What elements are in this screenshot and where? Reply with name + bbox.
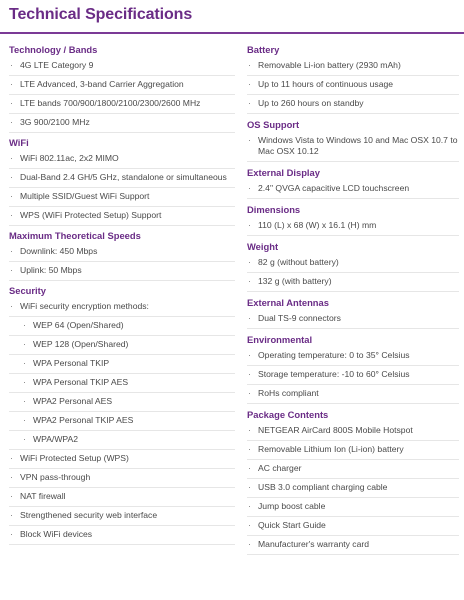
bullet-icon: ·: [248, 79, 251, 89]
section-external-display: [247, 167, 459, 199]
bullet-icon: ·: [248, 313, 251, 323]
bullet-icon: ·: [248, 444, 251, 454]
section-title: Security: [9, 285, 46, 296]
sub-list-item: [9, 355, 235, 374]
list-item: [9, 207, 235, 226]
section-os-support: [247, 119, 459, 162]
bullet-icon: ·: [10, 153, 13, 163]
list-item-text: Dual-Band 2.4 GH/5 GHz, standalone or simultaneous: [20, 172, 227, 182]
bullet-icon: ·: [23, 396, 26, 406]
bullet-icon: ·: [10, 265, 13, 275]
list-item: [247, 217, 459, 236]
bullet-icon: ·: [23, 320, 26, 330]
list-item: [9, 488, 235, 507]
list-item: [247, 273, 459, 292]
section-technology-bands: [9, 44, 235, 133]
bullet-icon: ·: [10, 210, 13, 220]
bullet-icon: ·: [248, 425, 251, 435]
page-title: Technical Specifications: [9, 6, 193, 23]
bullet-icon: ·: [10, 491, 13, 501]
bullet-icon: ·: [10, 191, 13, 201]
list-item: [247, 95, 459, 114]
section-environmental: [247, 334, 459, 404]
bullet-icon: ·: [248, 501, 251, 511]
sub-list-item: [9, 317, 235, 336]
list-item: [9, 450, 235, 469]
list-item: [247, 347, 459, 366]
list-item-text: WiFi 802.11ac, 2x2 MIMO: [20, 153, 119, 163]
list-item: [9, 262, 235, 281]
list-item: [247, 460, 459, 479]
section-title: Maximum Theoretical Speeds: [9, 230, 141, 241]
section-title: Weight: [247, 241, 279, 252]
list-item-text: WPA/WPA2: [33, 434, 79, 444]
section-dimensions: [247, 204, 459, 236]
right-column: [247, 44, 459, 555]
section-title: External Display: [247, 167, 320, 178]
list-item-text: Downlink: 450 Mbps: [20, 246, 98, 256]
sub-list-item: [9, 431, 235, 450]
sub-list-item: [9, 336, 235, 355]
section-title: Battery: [247, 44, 280, 55]
list-item: [9, 298, 235, 317]
bullet-icon: ·: [23, 358, 26, 368]
section-weight: [247, 241, 459, 292]
list-item-text: LTE Advanced, 3-band Carrier Aggregation: [20, 79, 184, 89]
section-title: Package Contents: [247, 409, 329, 420]
section-title: Environmental: [247, 334, 313, 345]
list-item-text: WPA Personal TKIP: [33, 358, 110, 368]
list-item: [247, 385, 459, 404]
list-item-text: Removable Lithium Ion (Li-ion) battery: [258, 444, 404, 454]
section-maximum-theoretical-speeds: [9, 230, 235, 281]
list-item: [9, 243, 235, 262]
list-item-text: VPN pass-through: [20, 472, 91, 482]
list-item-text: WEP 128 (Open/Shared): [33, 339, 129, 349]
list-item: [247, 517, 459, 536]
bullet-icon: ·: [248, 257, 251, 267]
title-divider: [0, 32, 464, 34]
bullet-icon: ·: [10, 301, 13, 311]
bullet-icon: ·: [248, 369, 251, 379]
bullet-icon: ·: [10, 172, 13, 182]
list-item-text: WEP 64 (Open/Shared): [33, 320, 124, 330]
list-item: [247, 310, 459, 329]
bullet-icon: ·: [248, 135, 251, 145]
section-external-antennas: [247, 297, 459, 329]
bullet-icon: ·: [248, 60, 251, 70]
bullet-icon: ·: [23, 377, 26, 387]
list-item: [9, 114, 235, 133]
list-item: [9, 95, 235, 114]
list-item-text: Windows Vista to Windows 10 and Mac OSX 10.7 to Mac OSX 10.12: [258, 135, 458, 156]
bullet-icon: ·: [10, 453, 13, 463]
list-item-text: Block WiFi devices: [20, 529, 93, 539]
bullet-icon: ·: [10, 79, 13, 89]
list-item-text: 4G LTE Category 9: [20, 60, 94, 70]
list-item-text: 3G 900/2100 MHz: [20, 117, 90, 127]
list-item-text: 2.4" QVGA capacitive LCD touchscreen: [258, 183, 410, 193]
list-item: [9, 469, 235, 488]
list-item: [9, 57, 235, 76]
list-item-text: NAT firewall: [20, 491, 66, 501]
list-item-text: Quick Start Guide: [258, 520, 326, 530]
bullet-icon: ·: [23, 434, 26, 444]
list-item: [247, 441, 459, 460]
bullet-icon: ·: [248, 539, 251, 549]
list-item-text: NETGEAR AirCard 800S Mobile Hotspot: [258, 425, 413, 435]
bullet-icon: ·: [248, 220, 251, 230]
list-item-text: 110 (L) x 68 (W) x 16.1 (H) mm: [258, 220, 377, 230]
list-item-text: Jump boost cable: [258, 501, 326, 511]
list-item-text: Strengthened security web interface: [20, 510, 158, 520]
list-item-text: WPA Personal TKIP AES: [33, 377, 129, 387]
list-item: [247, 180, 459, 199]
bullet-icon: ·: [248, 276, 251, 286]
bullet-icon: ·: [248, 98, 251, 108]
bullet-icon: ·: [248, 388, 251, 398]
bullet-icon: ·: [248, 482, 251, 492]
list-item-text: Storage temperature: -10 to 60° Celsius: [258, 369, 410, 379]
bullet-icon: ·: [23, 339, 26, 349]
list-item-text: WiFi security encryption methods:: [20, 301, 149, 311]
sub-list-item: [9, 374, 235, 393]
list-item: [247, 76, 459, 95]
list-item-text: Manufacturer's warranty card: [258, 539, 370, 549]
list-item-text: Up to 260 hours on standby: [258, 98, 364, 108]
list-item-text: Up to 11 hours of continuous usage: [258, 79, 394, 89]
list-item-text: WPA2 Personal TKIP AES: [33, 415, 134, 425]
list-item-text: Removable Li-ion battery (2930 mAh): [258, 60, 401, 70]
list-item: [9, 76, 235, 95]
bullet-icon: ·: [10, 529, 13, 539]
bullet-icon: ·: [10, 60, 13, 70]
list-item: [9, 169, 235, 188]
list-item-text: RoHs compliant: [258, 388, 319, 398]
list-item-text: WPA2 Personal AES: [33, 396, 113, 406]
bullet-icon: ·: [248, 520, 251, 530]
list-item-text: AC charger: [258, 463, 302, 473]
section-title: OS Support: [247, 119, 300, 130]
list-item: [247, 479, 459, 498]
list-item-text: WPS (WiFi Protected Setup) Support: [20, 210, 162, 220]
list-item-text: WiFi Protected Setup (WPS): [20, 453, 129, 463]
section-security: [9, 285, 235, 545]
list-item-text: Uplink: 50 Mbps: [20, 265, 82, 275]
bullet-icon: ·: [10, 98, 13, 108]
sub-list-item: [9, 412, 235, 431]
list-item-text: LTE bands 700/900/1800/2100/2300/2600 MHz: [20, 98, 201, 108]
section-title: WiFi: [9, 137, 29, 148]
list-item: [247, 366, 459, 385]
bullet-icon: ·: [23, 415, 26, 425]
list-item: [247, 498, 459, 517]
section-title: Technology / Bands: [9, 44, 98, 55]
bullet-icon: ·: [10, 510, 13, 520]
list-item-text: Multiple SSID/Guest WiFi Support: [20, 191, 150, 201]
list-item: [247, 132, 459, 162]
section-battery: [247, 44, 459, 114]
bullet-icon: ·: [10, 472, 13, 482]
list-item: [9, 188, 235, 207]
bullet-icon: ·: [248, 463, 251, 473]
list-item-text: USB 3.0 compliant charging cable: [258, 482, 388, 492]
bullet-icon: ·: [10, 117, 13, 127]
section-title: Dimensions: [247, 204, 301, 215]
list-item: [9, 526, 235, 545]
list-item-text: 132 g (with battery): [258, 276, 332, 286]
left-column: [9, 44, 235, 545]
section-title: External Antennas: [247, 297, 329, 308]
list-item-text: Operating temperature: 0 to 35° Celsius: [258, 350, 410, 360]
list-item: [247, 422, 459, 441]
bullet-icon: ·: [10, 246, 13, 256]
list-item: [9, 150, 235, 169]
list-item-text: Dual TS-9 connectors: [258, 313, 341, 323]
section-package-contents: [247, 409, 459, 555]
sub-list-item: [9, 393, 235, 412]
list-item-text: 82 g (without battery): [258, 257, 339, 267]
list-item: [247, 254, 459, 273]
bullet-icon: ·: [248, 350, 251, 360]
list-item: [247, 536, 459, 555]
list-item: [247, 57, 459, 76]
section-wifi: [9, 137, 235, 226]
list-item: [9, 507, 235, 526]
bullet-icon: ·: [248, 183, 251, 193]
